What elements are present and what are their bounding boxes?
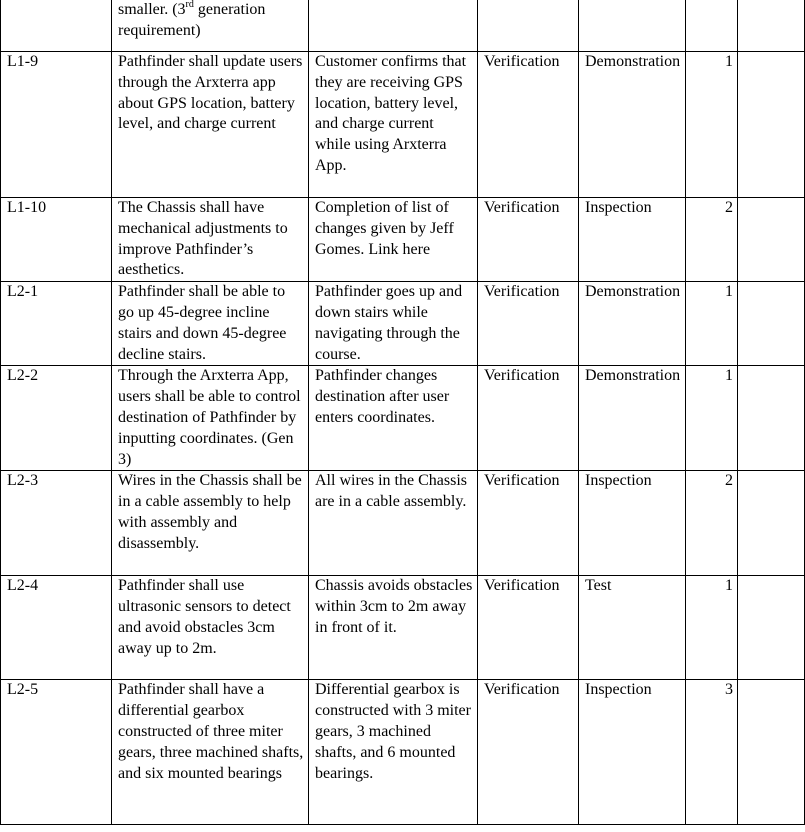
requirement-id-cell: L2-3 [1, 471, 112, 576]
requirement-id-cell: L2-4 [1, 576, 112, 680]
verification-method-cell: Demonstration [579, 282, 686, 366]
verification-type-cell [478, 0, 579, 52]
requirement-text-cell: Pathfinder shall update users through the Arxterra app about GPS location, battery level, and charge current [112, 52, 309, 198]
requirement-id-cell [1, 0, 112, 52]
verification-method-cell: Inspection [579, 680, 686, 825]
table-row [1, 366, 805, 471]
empty-cell [738, 366, 805, 471]
priority-cell: 2 [686, 471, 738, 576]
table-row [1, 282, 805, 366]
verification-type-cell: Verification [478, 680, 579, 825]
success-criteria-cell: Completion of list of changes given by Jeff Gomes. Link here [309, 198, 478, 282]
success-criteria-cell: All wires in the Chassis are in a cable assembly. [309, 471, 478, 576]
requirement-id-cell: L1-9 [1, 52, 112, 198]
verification-type-cell: Verification [478, 366, 579, 471]
priority-cell: 1 [686, 366, 738, 471]
requirement-text-cell: Pathfinder shall be able to go up 45-degree incline stairs and down 45-degree decline stairs. [112, 282, 309, 366]
table-row [1, 52, 805, 198]
empty-cell [738, 680, 805, 825]
empty-cell [738, 0, 805, 52]
verification-type-cell: Verification [478, 282, 579, 366]
verification-type-cell: Verification [478, 576, 579, 680]
success-criteria-cell: Pathfinder changes destination after user enters coordinates. [309, 366, 478, 471]
priority-cell [686, 0, 738, 52]
requirement-id-cell: L2-5 [1, 680, 112, 825]
table-row [1, 576, 805, 680]
requirement-id-cell: L1-10 [1, 198, 112, 282]
empty-cell [738, 52, 805, 198]
success-criteria-cell: Customer confirms that they are receiving GPS location, battery level, and charge current while using Arxterra App. [309, 52, 478, 198]
empty-cell [738, 576, 805, 680]
verification-type-cell: Verification [478, 52, 579, 198]
success-criteria-cell [309, 0, 478, 52]
requirement-text-cell: smaller. (3rd generation requirement) [112, 0, 309, 52]
verification-method-cell: Inspection [579, 198, 686, 282]
table-row [1, 471, 805, 576]
priority-cell: 1 [686, 576, 738, 680]
table-row [1, 198, 805, 282]
priority-cell: 2 [686, 198, 738, 282]
verification-method-cell: Test [579, 576, 686, 680]
verification-method-cell: Demonstration [579, 366, 686, 471]
requirement-text-cell: Through the Arxterra App, users shall be able to control destination of Pathfinder by inputting coordinates. (Gen 3) [112, 366, 309, 471]
empty-cell [738, 471, 805, 576]
requirement-text-cell: The Chassis shall have mechanical adjustments to improve Pathfinder’s aesthetics. [112, 198, 309, 282]
table-row [1, 0, 805, 52]
verification-method-cell: Demonstration [579, 52, 686, 198]
requirement-text-cell: Pathfinder shall use ultrasonic sensors to detect and avoid obstacles 3cm away up to 2m. [112, 576, 309, 680]
priority-cell: 1 [686, 52, 738, 198]
requirement-id-cell: L2-2 [1, 366, 112, 471]
success-criteria-cell: Differential gearbox is constructed with 3 miter gears, 3 machined shafts, and 6 mounted bearings. [309, 680, 478, 825]
requirement-text-cell: Wires in the Chassis shall be in a cable assembly to help with assembly and disassembly. [112, 471, 309, 576]
verification-type-cell: Verification [478, 198, 579, 282]
verification-method-cell: Inspection [579, 471, 686, 576]
priority-cell: 1 [686, 282, 738, 366]
success-criteria-cell: Chassis avoids obstacles within 3cm to 2m away in front of it. [309, 576, 478, 680]
requirement-text-cell: Pathfinder shall have a differential gearbox constructed of three miter gears, three machined shafts, and six mounted bearings [112, 680, 309, 825]
requirement-id-cell: L2-1 [1, 282, 112, 366]
success-criteria-cell: Pathfinder goes up and down stairs while navigating through the course. [309, 282, 478, 366]
table-row [1, 680, 805, 825]
empty-cell [738, 198, 805, 282]
empty-cell [738, 282, 805, 366]
superscript-text: rd [185, 0, 194, 10]
verification-method-cell [579, 0, 686, 52]
verification-type-cell: Verification [478, 471, 579, 576]
priority-cell: 3 [686, 680, 738, 825]
